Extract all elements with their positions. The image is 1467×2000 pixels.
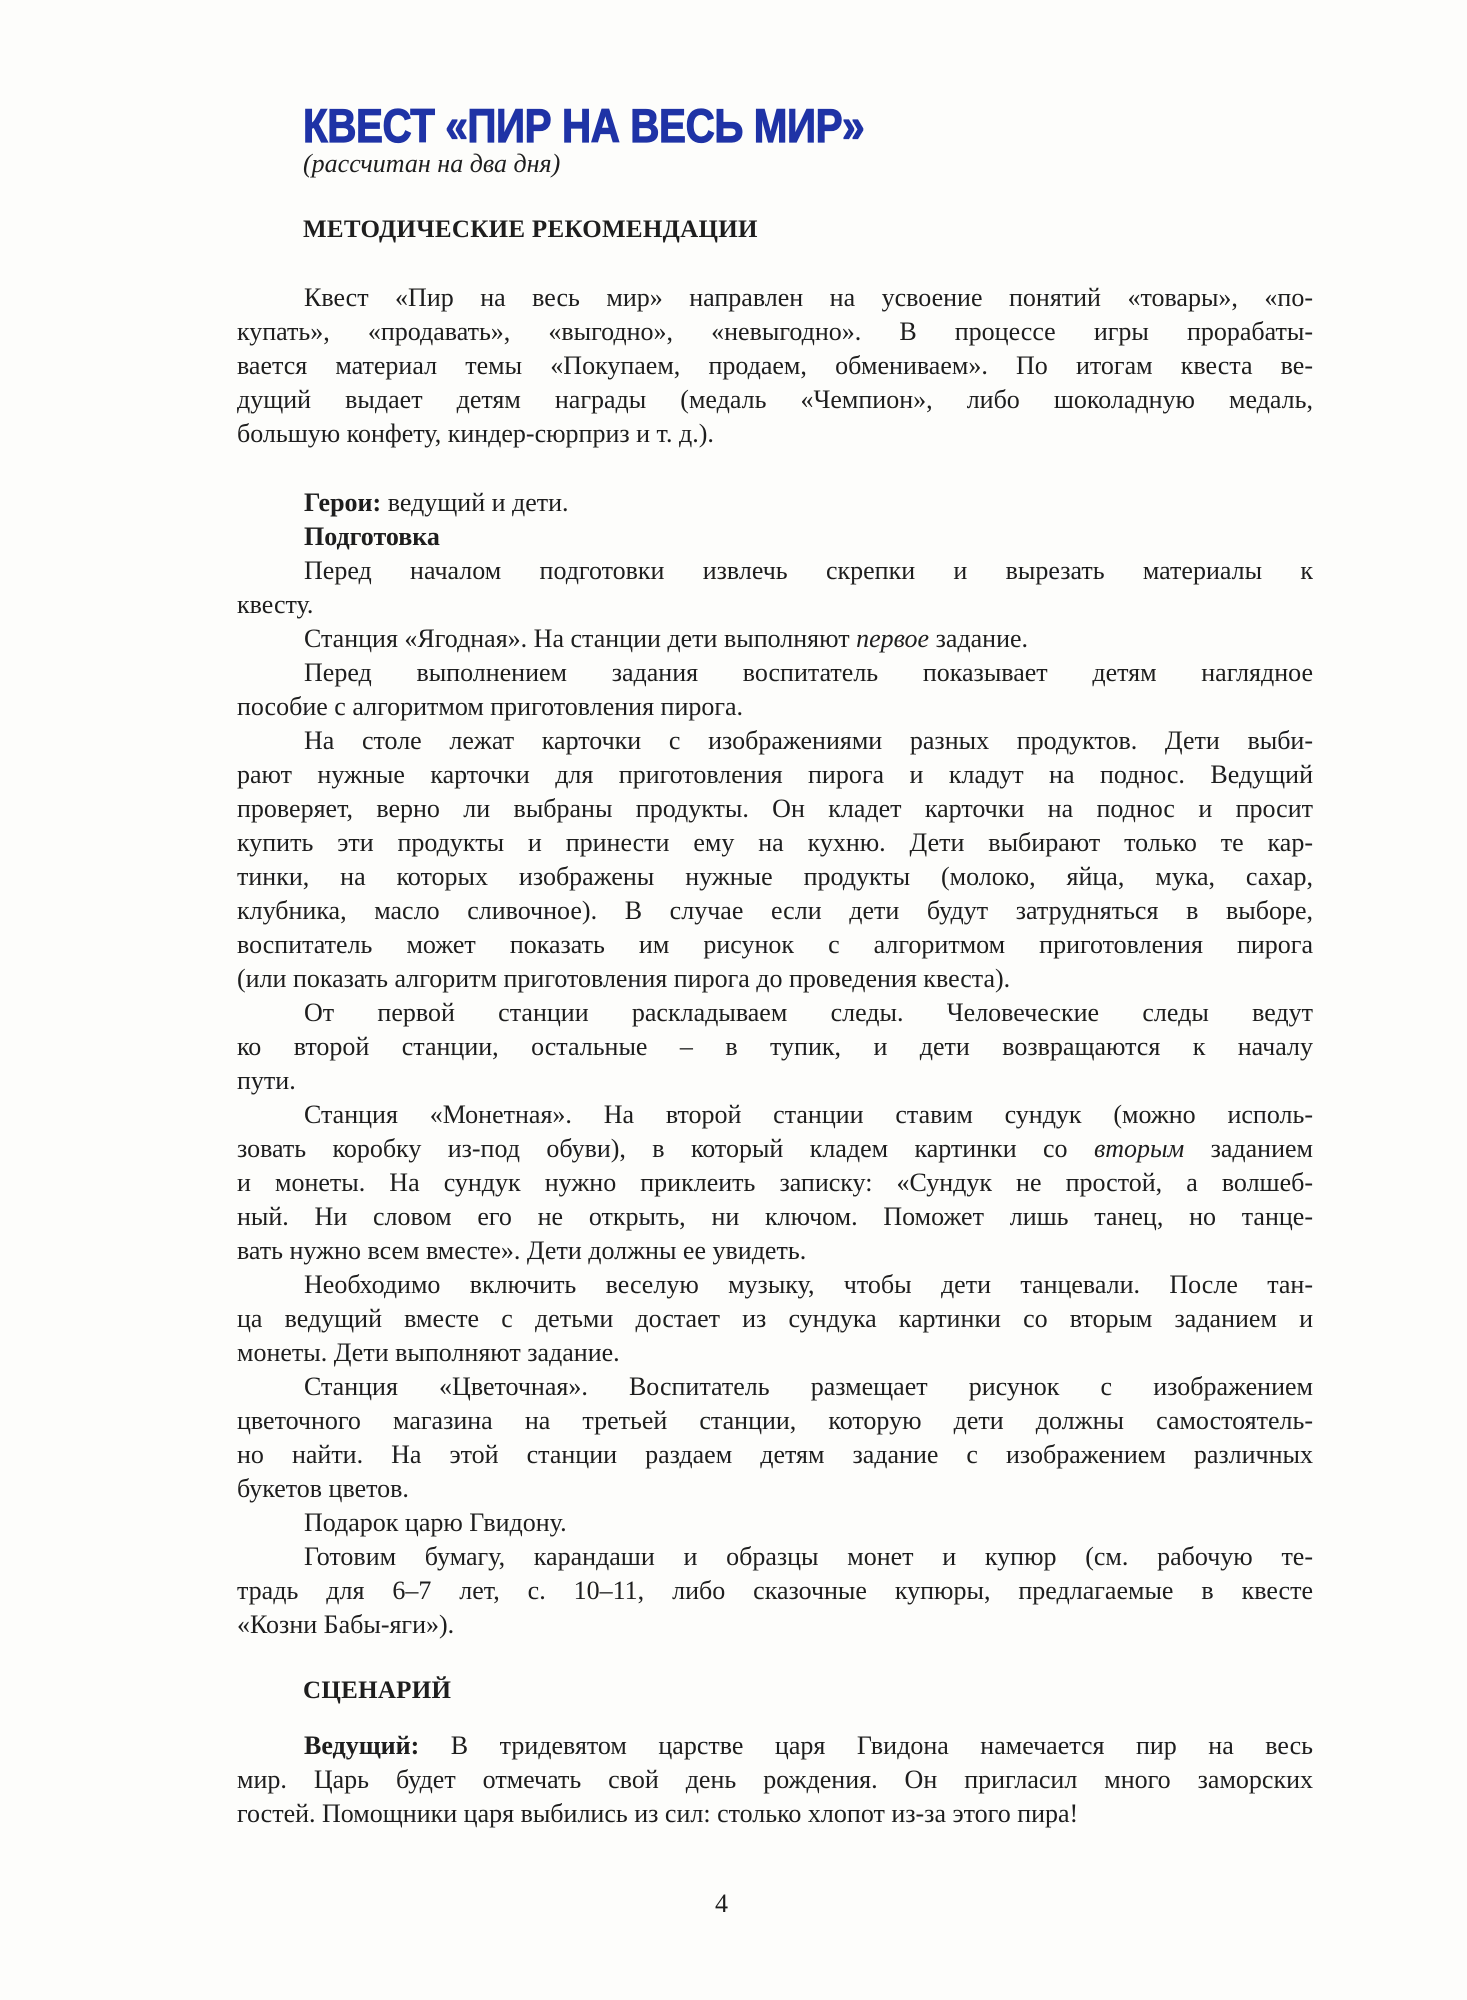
paragraph (237, 1268, 1313, 1370)
bold-text: Подготовка (304, 522, 440, 551)
text-line: монеты. Дети выполняют задание. (237, 1338, 620, 1367)
text-segment: зовать коробку из-под обуви), в который кладем картинки со (237, 1134, 1094, 1163)
text-line: От первой станции раскладываем следы. Человеческие следы ведут (304, 998, 1313, 1027)
text-line (237, 1729, 1313, 1763)
bold-text: Герои: (304, 488, 382, 517)
paragraph (237, 554, 1313, 622)
text-line (237, 486, 1313, 520)
preparation-text (237, 486, 1313, 1642)
paragraph (237, 1506, 1313, 1540)
text-line: Перед выполнением задания воспитатель показывает детям наглядное (304, 658, 1313, 687)
text-line: большую конфету, киндер-сюрприз и т. д.). (237, 419, 714, 448)
text-line: (или показать алгоритм приготовления пирога до проведения квеста). (237, 964, 1011, 993)
heading-scenario: СЦЕНАРИЙ (303, 1677, 452, 1704)
text-line: «Козни Бабы-яги»). (237, 1610, 455, 1639)
text-line: ца ведущий вместе с детьми достает из сундука картинки со вторым заданием и (237, 1304, 1313, 1333)
text-line: клубника, масло сливочное). В случае если дети будут затрудняться в выборе, (237, 896, 1313, 925)
text-line: и монеты. На сундук нужно приклеить записку: «Сундук не простой, а волшеб- (237, 1168, 1313, 1197)
quest-subtitle: (рассчитан на два дня) (303, 149, 561, 178)
paragraph (237, 281, 1313, 451)
paragraph (237, 1370, 1313, 1506)
text-segment: В тридевятом царстве царя Гвидона намечается пир на весь (419, 1731, 1313, 1760)
paragraph (237, 486, 1313, 520)
text-line: Станция «Монетная». На второй станции ставим сундук (можно исполь- (304, 1100, 1313, 1129)
text-segment: задание. (929, 624, 1029, 653)
paragraph (237, 1540, 1313, 1642)
paragraph (237, 1729, 1313, 1831)
text-segment: Станция «Ягодная». На станции дети выполняют (304, 624, 857, 653)
text-line: воспитатель может показать им рисунок с алгоритмом приготовления пирога (237, 930, 1313, 959)
text-line: ный. Ни словом его не открыть, ни ключом. Поможет лишь танец, но танце- (237, 1202, 1313, 1231)
intro-text (237, 281, 1313, 451)
text-line: На столе лежат карточки с изображениями разных продуктов. Дети выби- (304, 726, 1313, 755)
text-line: гостей. Помощники царя выбились из сил: столько хлопот из-за этого пира! (237, 1799, 1079, 1828)
text-line: пособие с алгоритмом приготовления пирога. (237, 692, 744, 721)
text-line: дущий выдает детям награды (медаль «Чемпион», либо шоколадную медаль, (237, 385, 1313, 414)
italic-text: первое (856, 624, 930, 653)
text-line: вается материал темы «Покупаем, продаем, обмениваем». По итогам квеста ве- (237, 351, 1313, 380)
text-line: но найти. На этой станции раздаем детям задание с изображением различных (237, 1440, 1313, 1469)
text-line: купать», «продавать», «выгодно», «невыгодно». В процессе игры прорабаты- (237, 317, 1313, 346)
text-line (237, 1132, 1313, 1166)
text-line: проверяет, верно ли выбраны продукты. Он кладет карточки на поднос и просит (237, 794, 1313, 823)
heading-methodical-recommendations: МЕТОДИЧЕСКИЕ РЕКОМЕНДАЦИИ (303, 216, 758, 243)
text-line: ко второй станции, остальные – в тупик, и дети возвращаются к началу (237, 1032, 1313, 1061)
text-line: мир. Царь будет отмечать свой день рождения. Он пригласил много заморских (237, 1765, 1313, 1794)
text-line: Станция «Цветочная». Воспитатель размещает рисунок с изображением (304, 1372, 1313, 1401)
paragraph (237, 622, 1313, 656)
paragraph (237, 520, 1313, 554)
text-line: Необходимо включить веселую музыку, чтобы дети танцевали. После тан- (304, 1270, 1313, 1299)
text-line: традь для 6–7 лет, с. 10–11, либо сказочные купюры, предлагаемые в квесте (237, 1576, 1313, 1605)
text-line: букетов цветов. (237, 1474, 409, 1503)
text-segment: заданием (1184, 1134, 1313, 1163)
text-line: Готовим бумагу, карандаши и образцы монет и купюр (см. рабочую те- (304, 1542, 1313, 1571)
text-line: тинки, на которых изображены нужные продукты (молоко, яйца, мука, сахар, (237, 862, 1313, 891)
text-line: купить эти продукты и принести ему на кухню. Дети выбирают только те кар- (237, 828, 1313, 857)
text-line: квесту. (237, 590, 314, 619)
scenario-text (237, 1729, 1313, 1831)
italic-text: вторым (1093, 1134, 1185, 1163)
text-line (237, 520, 1313, 554)
text-line: пути. (237, 1066, 296, 1095)
text-segment: ведущий и дети. (381, 488, 569, 517)
bold-text: Ведущий: (304, 1731, 420, 1760)
paragraph (237, 996, 1313, 1098)
text-line: вать нужно всем вместе». Дети должны ее увидеть. (237, 1236, 807, 1265)
text-line: рают нужные карточки для приготовления пирога и кладут на поднос. Ведущий (237, 760, 1313, 789)
text-line: Перед началом подготовки извлечь скрепки и вырезать материалы к (304, 556, 1313, 585)
paragraph (237, 1098, 1313, 1268)
page-number: 4 (715, 1889, 728, 1918)
text-line: Подарок царю Гвидону. (304, 1508, 567, 1537)
text-line (237, 622, 1313, 656)
paragraph (237, 724, 1313, 996)
text-line: Квест «Пир на весь мир» направлен на усвоение понятий «товары», «по- (304, 283, 1313, 312)
paragraph (237, 656, 1313, 724)
quest-title: КВЕСТ «ПИР НА ВЕСЬ МИР» (303, 99, 865, 152)
text-line: цветочного магазина на третьей станции, которую дети должны самостоятель- (237, 1406, 1313, 1435)
